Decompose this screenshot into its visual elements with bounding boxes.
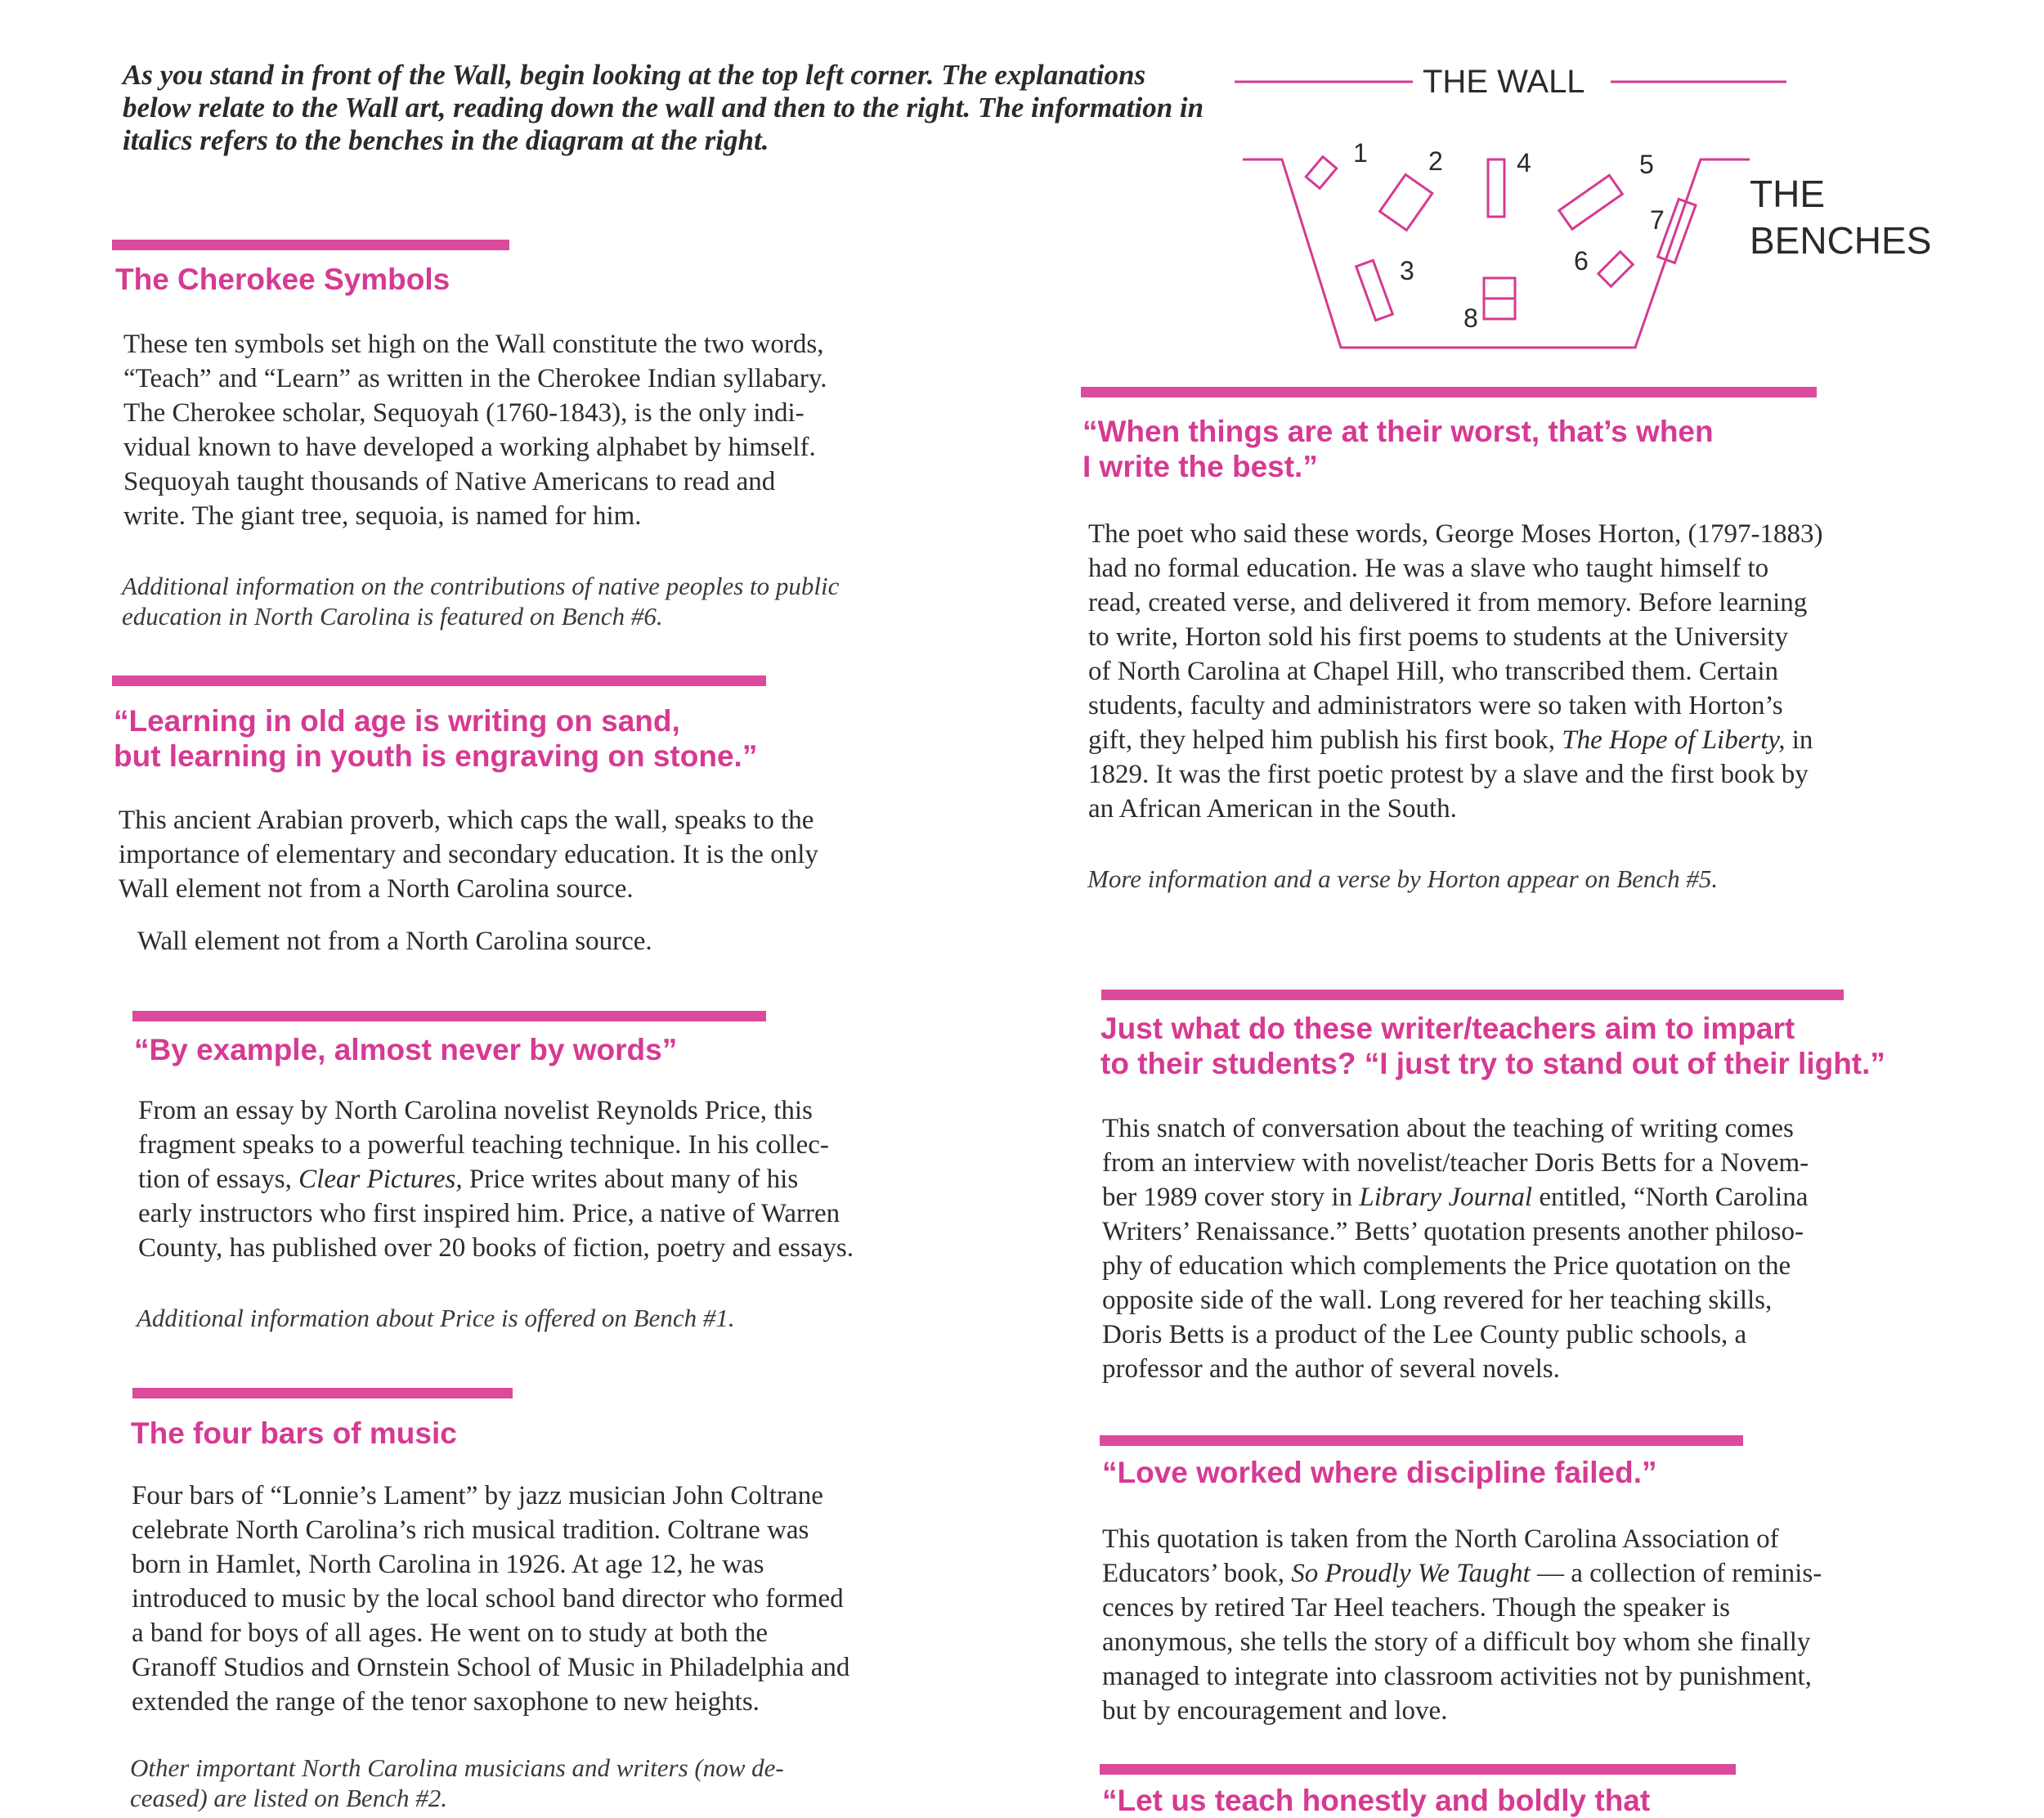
music-heading: The four bars of music xyxy=(131,1416,457,1450)
book-title: The Hope of Liberty, xyxy=(1562,725,1786,755)
cherokee-line: The Cherokee scholar, Sequoyah (1760-1843), is the only indi- xyxy=(123,398,805,428)
text-run: in xyxy=(1785,725,1813,755)
section-divider xyxy=(1081,387,1817,397)
learning-duplicate-line: Wall element not from a North Carolina source. xyxy=(137,927,652,956)
betts-line: Writers’ Renaissance.” Betts’ quotation presents another philoso- xyxy=(1102,1217,1804,1246)
heading-line: but learning in youth is engraving on stone.” xyxy=(114,739,758,773)
horton-line: students, faculty and administrators were so taken with Horton’s xyxy=(1088,691,1783,720)
heading-line: “When things are at their worst, that’s when xyxy=(1083,415,1714,448)
example-line: fragment speaks to a powerful teaching technique. In his collec- xyxy=(138,1130,829,1160)
horton-line: The poet who said these words, George Moses Horton, (1797-1883) xyxy=(1088,519,1823,549)
bench-2-shape xyxy=(1380,174,1432,230)
section-divider xyxy=(132,1011,766,1021)
note-line: ceased) are listed on Bench #2. xyxy=(130,1784,447,1812)
heading-line: to their students? “I just try to stand out of their light.” xyxy=(1100,1047,1885,1080)
bench-number-5: 5 xyxy=(1639,150,1654,179)
example-line xyxy=(138,1162,854,1196)
cherokee-line: “Teach” and “Learn” as written in the Cherokee Indian syllabary. xyxy=(123,364,827,393)
music-line: celebrate North Carolina’s rich musical tradition. Coltrane was xyxy=(132,1515,809,1545)
bench-number-8: 8 xyxy=(1464,303,1478,333)
wall-label: THE WALL xyxy=(1423,64,1585,100)
learning-line: Wall element not from a North Carolina source. xyxy=(119,874,634,904)
horton-line: of North Carolina at Chapel Hill, who transcribed them. Certain xyxy=(1088,657,1779,686)
betts-line: from an interview with novelist/teacher Doris Betts for a Novem- xyxy=(1102,1148,1809,1178)
betts-heading xyxy=(1100,1011,1885,1081)
cherokee-body xyxy=(123,327,827,533)
bench-number-2: 2 xyxy=(1428,146,1443,176)
note-line: education in North Carolina is featured on Bench #6. xyxy=(122,602,663,631)
example-line: County, has published over 20 books of fiction, poetry and essays. xyxy=(138,1233,854,1263)
example-line: early instructors who first inspired him. Price, a native of Warren xyxy=(138,1199,840,1228)
text-run: Educators’ book, xyxy=(1102,1559,1292,1588)
love-line: cences by retired Tar Heel teachers. Though the speaker is xyxy=(1102,1593,1730,1623)
bench-number-6: 6 xyxy=(1574,246,1589,276)
betts-line: professor and the author of several novels. xyxy=(1102,1354,1560,1384)
horton-line: had no formal education. He was a slave who taught himself to xyxy=(1088,554,1769,583)
section-divider xyxy=(112,676,766,686)
music-bench-note xyxy=(130,1753,784,1813)
horton-line: an African American in the South. xyxy=(1088,794,1457,824)
bench-number-7: 7 xyxy=(1650,205,1665,235)
section-divider xyxy=(132,1388,513,1398)
bench-5-shape xyxy=(1559,175,1622,229)
horton-line xyxy=(1088,723,1822,757)
section-divider xyxy=(1100,1764,1736,1775)
cherokee-line: Sequoyah taught thousands of Native Americans to read and xyxy=(123,467,776,496)
learning-line: This ancient Arabian proverb, which caps the wall, speaks to the xyxy=(119,806,814,835)
wall-bench-diagram xyxy=(1226,49,2044,368)
betts-line: opposite side of the wall. Long revered for her teaching skills, xyxy=(1102,1286,1773,1315)
example-line: From an essay by North Carolina novelist Reynolds Price, this xyxy=(138,1096,813,1125)
honest-heading: “Let us teach honestly and boldly that xyxy=(1102,1784,1651,1817)
cherokee-heading: The Cherokee Symbols xyxy=(115,263,450,296)
horton-line: to write, Horton sold his first poems to students at the University xyxy=(1088,622,1789,652)
bench-1-shape xyxy=(1306,157,1336,189)
bench-number-3: 3 xyxy=(1400,256,1414,285)
horton-line: 1829. It was the first poetic protest by a slave and the first book by xyxy=(1088,760,1809,789)
text-run: tion of essays, xyxy=(138,1165,299,1194)
section-divider xyxy=(1100,1435,1743,1446)
music-line: Four bars of “Lonnie’s Lament” by jazz musician John Coltrane xyxy=(132,1481,823,1511)
text-run: entitled, “North Carolina xyxy=(1532,1183,1809,1212)
love-body xyxy=(1102,1522,1822,1728)
love-line: but by encouragement and love. xyxy=(1102,1696,1448,1726)
horton-heading xyxy=(1083,414,1714,484)
bench-number-4: 4 xyxy=(1517,148,1531,177)
betts-line: This snatch of conversation about the teaching of writing comes xyxy=(1102,1114,1794,1143)
cherokee-bench-note xyxy=(122,571,839,631)
cherokee-line: write. The giant tree, sequoia, is named for him. xyxy=(123,501,642,531)
example-bench-note: Additional information about Price is offered on Bench #1. xyxy=(137,1304,735,1332)
text-run: — a collection of reminis- xyxy=(1530,1559,1822,1588)
learning-body xyxy=(119,803,818,906)
text-run: ber 1989 cover story in xyxy=(1102,1183,1360,1212)
bench-4-shape xyxy=(1488,159,1504,217)
music-line: born in Hamlet, North Carolina in 1926. At age 12, he was xyxy=(132,1550,764,1579)
horton-body xyxy=(1088,517,1822,826)
text-run: gift, they helped him publish his first book, xyxy=(1088,725,1562,755)
learning-heading xyxy=(114,703,757,774)
love-line: managed to integrate into classroom activities not by punishment, xyxy=(1102,1662,1812,1691)
love-line: This quotation is taken from the North Carolina Association of xyxy=(1102,1524,1779,1554)
horton-line: read, created verse, and delivered it from memory. Before learning xyxy=(1088,588,1808,617)
music-line: Granoff Studios and Ornstein School of Music in Philadelphia and xyxy=(132,1653,850,1682)
bench-number-1: 1 xyxy=(1353,138,1368,168)
note-line: Other important North Carolina musicians and writers (now de- xyxy=(130,1753,784,1782)
benches-label-benches: BENCHES xyxy=(1750,219,1932,262)
betts-line: phy of education which complements the Price quotation on the xyxy=(1102,1251,1791,1281)
love-line xyxy=(1102,1556,1822,1591)
cherokee-line: vidual known to have developed a working alphabet by himself. xyxy=(123,433,816,462)
heading-line: “Learning in old age is writing on sand, xyxy=(114,704,680,738)
love-heading: “Love worked where discipline failed.” xyxy=(1102,1456,1657,1489)
note-line: Additional information on the contributions of native peoples to public xyxy=(122,572,840,600)
benches-label-the: THE xyxy=(1750,173,1825,215)
magazine-title: Library Journal xyxy=(1359,1183,1533,1212)
book-title: So Proudly We Taught xyxy=(1291,1559,1531,1588)
heading-line: Just what do these writer/teachers aim to impart xyxy=(1100,1012,1795,1045)
betts-line: Doris Betts is a product of the Lee County public schools, a xyxy=(1102,1320,1747,1349)
section-divider xyxy=(112,240,509,250)
intro-text: As you stand in front of the Wall, begin looking at the top left corner. The explanations below relate to the Wall art, reading down the wall and then to the right. The information in italics refers to the benches in the diagram at the right. xyxy=(123,59,1204,156)
heading-line: I write the best.” xyxy=(1083,450,1318,483)
bench-6-shape xyxy=(1598,252,1633,286)
example-body xyxy=(138,1093,854,1265)
section-divider xyxy=(1101,990,1844,1000)
bench-3-shape xyxy=(1356,260,1393,320)
music-line: extended the range of the tenor saxophone to new heights. xyxy=(132,1687,760,1717)
text-run: Price writes about many of his xyxy=(462,1165,799,1194)
horton-bench-note: More information and a verse by Horton appear on Bench #5. xyxy=(1087,864,1719,893)
betts-body xyxy=(1102,1111,1809,1386)
betts-line xyxy=(1102,1180,1809,1214)
cherokee-line: These ten symbols set high on the Wall constitute the two words, xyxy=(123,330,824,359)
music-line: a band for boys of all ages. He went on to study at both the xyxy=(132,1618,769,1648)
love-line: anonymous, she tells the story of a difficult boy whom she finally xyxy=(1102,1627,1811,1657)
music-body xyxy=(132,1479,849,1719)
music-line: introduced to music by the local school band director who formed xyxy=(132,1584,844,1614)
example-heading: “By example, almost never by words” xyxy=(134,1033,678,1066)
learning-line: importance of elementary and secondary education. It is the only xyxy=(119,840,818,869)
book-title: Clear Pictures, xyxy=(298,1165,463,1194)
